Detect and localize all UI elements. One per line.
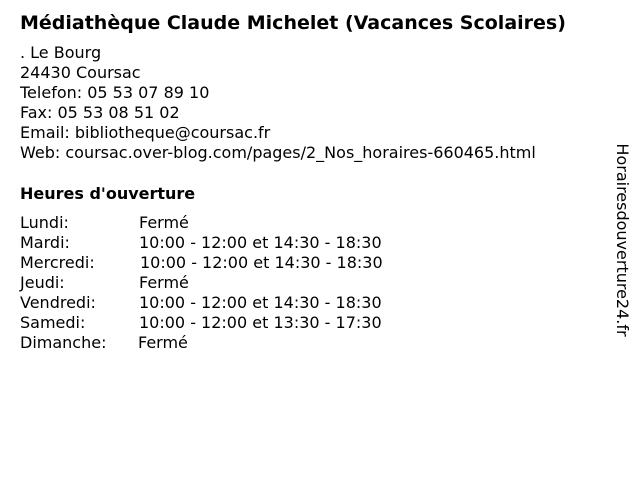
hours-value: Fermé [139,213,189,232]
hours-value: 10:00 - 12:00 et 14:30 - 18:30 [140,253,383,272]
day-label: Mercredi: [20,253,95,272]
day-label: Lundi: [20,213,69,232]
hours-value: Fermé [139,273,189,292]
address-street: . Le Bourg [20,43,102,62]
day-label: Vendredi: [20,293,96,312]
hours-value: 10:00 - 12:00 et 14:30 - 18:30 [139,233,382,252]
hours-value: Fermé [138,333,188,352]
contact-block [20,43,536,163]
phone-number: Telefon: 05 53 07 89 10 [20,83,210,102]
website-address: Web: coursac.over-blog.com/pages/2_Nos_horaires-660465.html [20,143,536,162]
site-watermark: Horairesdouverture24.fr [613,143,632,337]
day-label: Samedi: [20,313,86,332]
address-city: 24430 Coursac [20,63,141,82]
hours-value: 10:00 - 12:00 et 13:30 - 17:30 [139,313,382,332]
day-label: Mardi: [20,233,70,252]
email-address: Email: bibliotheque@coursac.fr [20,123,271,142]
page-title: Médiathèque Claude Michelet (Vacances Scolaires) [20,12,566,34]
hours-value: 10:00 - 12:00 et 14:30 - 18:30 [139,293,382,312]
day-label: Jeudi: [20,273,65,292]
opening-hours-heading: Heures d'ouverture [20,184,196,203]
day-label: Dimanche: [20,333,107,352]
fax-number: Fax: 05 53 08 51 02 [20,103,180,122]
